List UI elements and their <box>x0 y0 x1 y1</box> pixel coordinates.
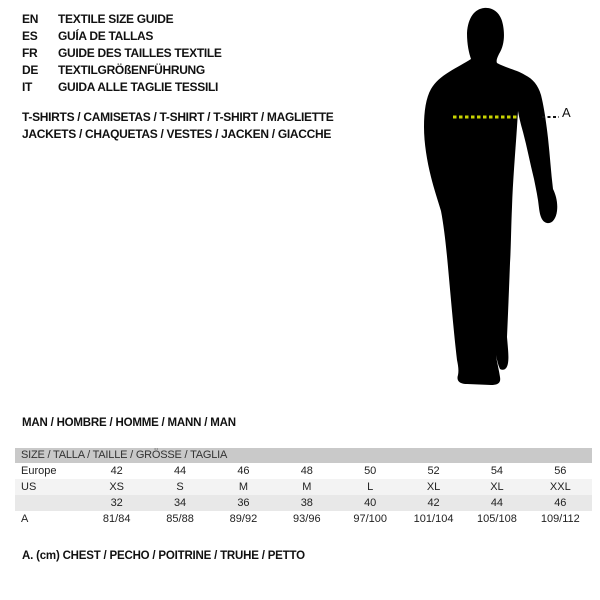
table-cell: 32 <box>110 497 123 509</box>
table-cell: 93/96 <box>293 513 321 525</box>
row-label: Europe <box>21 465 57 477</box>
section-title-man: MAN / HOMBRE / HOMME / MANN / MAN <box>22 417 236 429</box>
language-code: DE <box>22 63 39 77</box>
table-cell: 46 <box>554 497 567 509</box>
measure-label-a: A <box>562 105 571 120</box>
table-cell: M <box>302 481 312 493</box>
man-figure <box>405 5 600 390</box>
table-cell: XL <box>426 481 441 493</box>
table-cell: 105/108 <box>477 513 517 525</box>
measurement-footnote: A. (cm) CHEST / PECHO / POITRINE / TRUHE / PETTO <box>22 550 305 562</box>
category-line-jackets: JACKETS / CHAQUETAS / VESTES / JACKEN / GIACCHE <box>22 127 332 141</box>
table-cell: 44 <box>173 465 187 477</box>
table-cell: 89/92 <box>229 513 258 525</box>
table-cell: 85/88 <box>166 513 194 525</box>
language-label: TEXTILGRÖßENFÜHRUNG <box>58 63 205 77</box>
table-cell: 81/84 <box>102 513 131 525</box>
table-cell: 97/100 <box>353 513 388 525</box>
table-cell: M <box>238 481 249 493</box>
language-row <box>22 45 222 62</box>
table-cell: 50 <box>364 465 377 477</box>
language-row <box>22 11 222 28</box>
language-row <box>22 28 222 45</box>
row-label: A <box>21 513 29 525</box>
table-cell: 101/104 <box>413 513 454 525</box>
table-row-us-numeric <box>15 495 592 511</box>
size-table-header: SIZE / TALLA / TAILLE / GRÖSSE / TAGLIA <box>15 448 592 463</box>
table-cell: 109/112 <box>540 513 580 525</box>
category-line-tshirts: T-SHIRTS / CAMISETAS / T-SHIRT / T-SHIRT / MAGLIETTE <box>22 110 334 124</box>
table-cell: 42 <box>427 497 440 509</box>
language-label: TEXTILE SIZE GUIDE <box>58 12 174 26</box>
language-code: IT <box>22 80 33 94</box>
language-code: ES <box>22 29 38 43</box>
category-list <box>22 109 334 143</box>
table-row-us <box>15 479 592 495</box>
table-cell: 54 <box>490 465 504 477</box>
row-label <box>15 495 85 511</box>
table-cell: 40 <box>364 497 377 509</box>
language-row <box>22 62 222 79</box>
language-row <box>22 79 222 96</box>
table-cell: 38 <box>300 497 313 509</box>
table-cell: 42 <box>110 465 123 477</box>
table-cell: XL <box>490 481 504 493</box>
table-cell: 36 <box>237 497 250 509</box>
size-table <box>15 448 592 527</box>
language-code: FR <box>22 46 38 60</box>
table-cell: L <box>367 481 374 493</box>
table-cell: 48 <box>300 465 313 477</box>
table-cell: 44 <box>490 497 504 509</box>
man-silhouette <box>405 5 600 390</box>
table-cell: XXL <box>549 481 571 493</box>
table-cell: S <box>176 481 184 493</box>
row-label: US <box>21 481 37 493</box>
table-row-chest-a <box>15 511 592 527</box>
table-cell: 52 <box>427 465 440 477</box>
language-list <box>22 11 222 96</box>
language-label: GUÍA DE TALLAS <box>58 29 154 43</box>
language-code: EN <box>22 12 39 26</box>
language-label: GUIDE DES TAILLES TEXTILE <box>58 46 222 60</box>
table-cell: 56 <box>554 465 567 477</box>
language-label: GUIDA ALLE TAGLIE TESSILI <box>58 80 219 94</box>
table-cell: 34 <box>173 497 187 509</box>
table-cell: 46 <box>237 465 250 477</box>
table-row-europe <box>15 463 592 479</box>
table-cell: XS <box>109 481 125 493</box>
